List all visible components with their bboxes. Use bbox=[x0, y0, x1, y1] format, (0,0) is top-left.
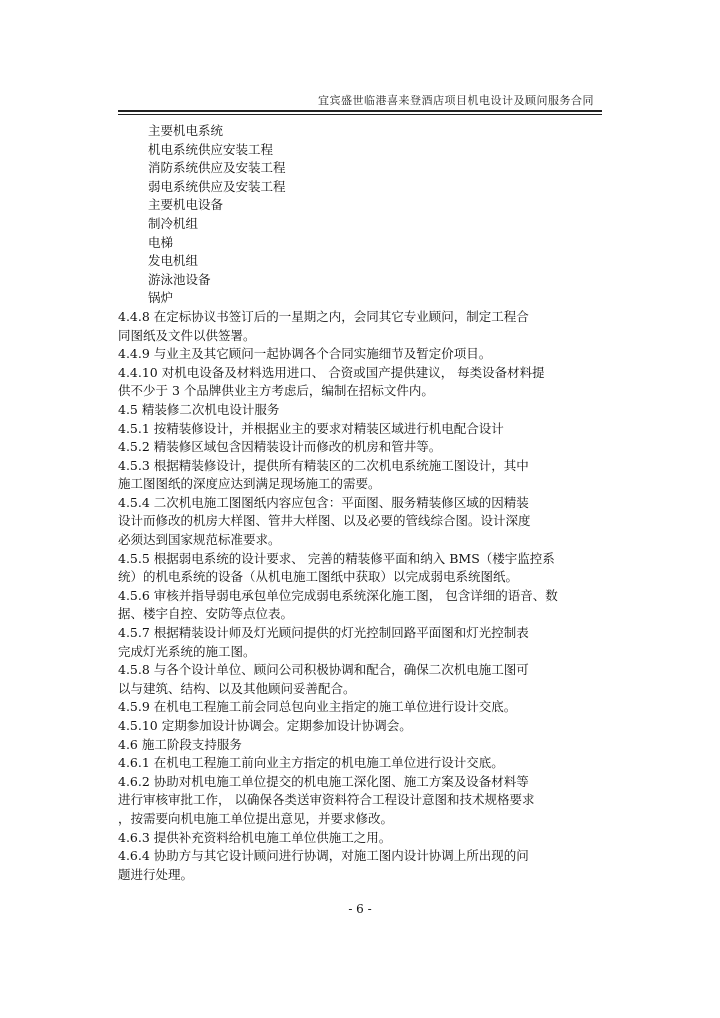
text-line: 4.5.5 根据弱电系统的设计要求、 完善的精装修平面和纳入 BMS（楼宇监控系 bbox=[118, 550, 555, 566]
text-line: 施工图图纸的深度应达到满足现场施工的需要。 bbox=[118, 476, 381, 492]
list-item: 弱电系统供应及安装工程 bbox=[148, 178, 286, 194]
text-line: 4.5.7 根据精装设计师及灯光顾问提供的灯光控制回路平面图和灯光控制表 bbox=[118, 625, 529, 641]
text-line: 4.6.2 协助对机电施工单位提交的机电施工深化图、施工方案及设备材料等 bbox=[118, 773, 529, 789]
text-line: 设计而修改的机房大样图、管井大样图、以及必要的管线综合图。设计深度 bbox=[118, 513, 531, 529]
page-number: - 6 - bbox=[348, 902, 372, 916]
text-line: ，按需要向机电施工单位提出意见，并要求修改。 bbox=[118, 810, 394, 826]
text-line: 4.5.2 精装修区域包含因精装设计而修改的机房和管井等。 bbox=[118, 439, 442, 455]
text-line: 4.5.8 与各个设计单位、顾问公司积极协调和配合，确保二次机电施工图可 bbox=[118, 662, 529, 678]
list-item: 机电系统供应安装工程 bbox=[148, 141, 274, 157]
list-item: 制冷机组 bbox=[148, 215, 199, 231]
text-line: 4.5.3 根据精装修设计，提供所有精装区的二次机电系统施工图设计，其中 bbox=[118, 457, 529, 473]
list-item: 消防系统供应及安装工程 bbox=[148, 160, 286, 176]
text-line: 4.6.4 协助方与其它设计顾问进行协调，对施工图内设计协调上所出现的问 bbox=[118, 848, 529, 864]
list-item: 主要机电系统 bbox=[148, 123, 224, 138]
section-heading: 4.6 施工阶段支持服务 bbox=[118, 736, 242, 752]
text-line: 同图纸及文件以供签署。 bbox=[118, 327, 256, 343]
clause-text bbox=[118, 308, 598, 884]
text-line: 必须达到国家规范标准要求。 bbox=[118, 532, 281, 548]
text-line: 4.6.3 提供补充资料给机电施工单位供施工之用。 bbox=[118, 829, 392, 845]
body-text bbox=[118, 122, 598, 884]
text-line: 供不少于 3 个品牌供业主方考虑后，编制在招标文件内。 bbox=[118, 383, 434, 399]
list-item: 锅炉 bbox=[148, 290, 174, 306]
list-item: 主要机电设备 bbox=[148, 197, 224, 213]
list-item: 发电机组 bbox=[148, 253, 199, 269]
text-line: 进行审核审批工作， 以确保各类送审资料符合工程设计意图和技术规格要求 bbox=[118, 792, 535, 808]
text-line: 4.6.1 在机电工程施工前向业主方指定的机电施工单位进行设计交底。 bbox=[118, 755, 504, 771]
text-line: 4.5.4 二次机电施工图图纸内容应包含：平面图、服务精装修区域的因精装 bbox=[118, 494, 529, 510]
list-item: 游泳池设备 bbox=[148, 271, 211, 287]
text-line: 完成灯光系统的施工图。 bbox=[118, 643, 256, 659]
header-rule bbox=[118, 110, 602, 112]
text-line: 4.4.10 对机电设备及材料选用进口、 合资或国产提供建议， 每类设备材料提 bbox=[118, 364, 545, 380]
system-list bbox=[118, 122, 598, 308]
text-line: 4.4.9 与业主及其它顾问一起协调各个合同实施细节及暂定价项目。 bbox=[118, 346, 492, 362]
text-line: 4.5.6 审核并指导弱电承包单位完成弱电系统深化施工图， 包含详细的语音、数 bbox=[118, 587, 558, 603]
text-line: 4.4.8 在定标协议书签订后的一星期之内，会同其它专业顾问，制定工程合 bbox=[118, 308, 529, 324]
text-line: 题进行处理。 bbox=[118, 866, 194, 882]
text-line: 以与建筑、结构、以及其他顾问妥善配合。 bbox=[118, 680, 356, 696]
text-line: 统）的机电系统的设备（从机电施工图纸中获取）以完成弱电系统图纸。 bbox=[118, 569, 519, 585]
header-title: 宜宾盛世临港喜来登酒店项目机电设计及顾问服务合同 bbox=[318, 94, 594, 107]
section-heading: 4.5 精装修二次机电设计服务 bbox=[118, 401, 280, 417]
list-item: 电梯 bbox=[148, 234, 174, 250]
header-rule-thin bbox=[118, 114, 602, 115]
text-line: 据、楼宇自控、安防等点位表。 bbox=[118, 606, 294, 622]
text-line: 4.5.9 在机电工程施工前会同总包向业主指定的施工单位进行设计交底。 bbox=[118, 699, 517, 715]
text-line: 4.5.10 定期参加设计协调会。定期参加设计协调会。 bbox=[118, 718, 412, 733]
text-line: 4.5.1 按精装修设计，并根据业主的要求对精装区域进行机电配合设计 bbox=[118, 420, 504, 436]
